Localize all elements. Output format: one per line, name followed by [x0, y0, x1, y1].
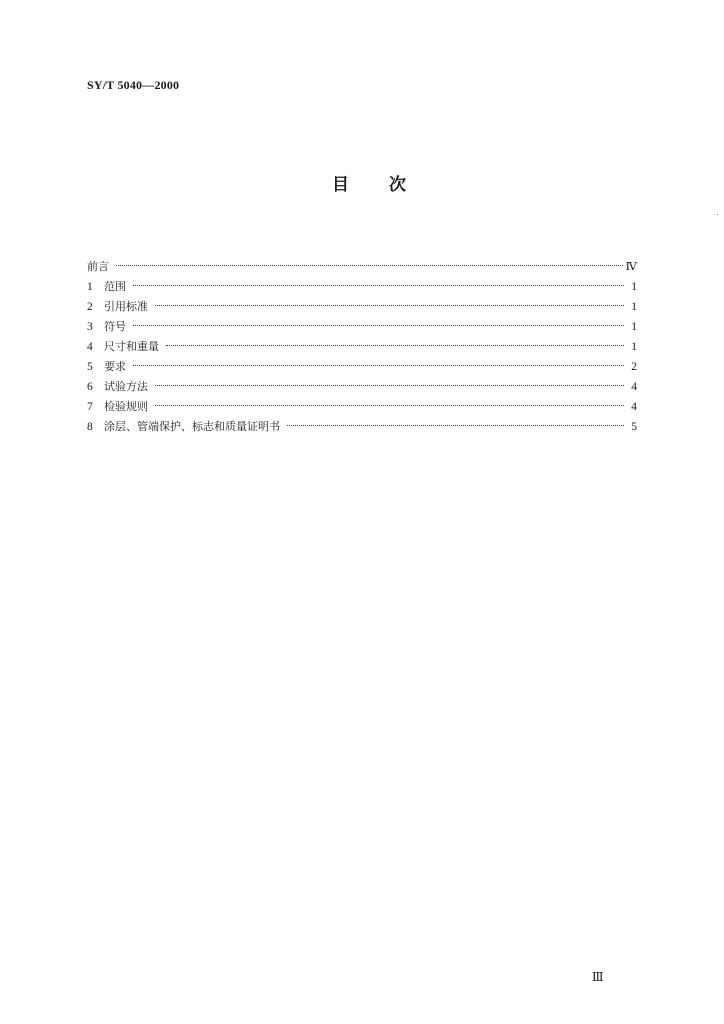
toc-entry-number: 6	[87, 381, 93, 393]
toc-entry-2[interactable]	[87, 297, 637, 317]
page-number: Ⅲ	[592, 970, 604, 984]
toc-entry-number: 7	[87, 401, 93, 413]
toc-entry-page: 1	[631, 321, 637, 333]
toc-entry-5[interactable]	[87, 357, 637, 377]
toc-entry-label: 前言	[87, 260, 109, 273]
toc-entry-number: 2	[87, 301, 93, 313]
toc-entry-7[interactable]	[87, 397, 637, 417]
toc-entry-1[interactable]	[87, 277, 637, 297]
toc-leader-dots	[116, 265, 623, 266]
toc-entry-label: 符号	[104, 320, 126, 333]
standard-code: SY/T 5040—2000	[87, 78, 180, 92]
toc-entry-page: Ⅳ	[625, 261, 637, 273]
toc-leader-dots	[155, 305, 624, 306]
toc-entry-number: 4	[87, 341, 93, 353]
toc-leader-dots	[133, 365, 624, 366]
toc-entry-page: 2	[631, 361, 637, 373]
toc-entry-label: 引用标准	[104, 300, 148, 313]
toc-entry-page: 1	[631, 281, 637, 293]
toc-entry-label: 试验方法	[104, 380, 148, 393]
toc-leader-dots	[166, 345, 624, 346]
toc-entry-8[interactable]	[87, 417, 637, 437]
scan-speck	[717, 214, 718, 215]
toc-entry-page: 1	[631, 341, 637, 353]
toc-leader-dots	[155, 405, 624, 406]
title-char-1: 目	[332, 175, 349, 195]
title-char-2: 次	[389, 175, 406, 195]
toc-entry-label: 范围	[104, 280, 126, 293]
toc-entry-label: 要求	[104, 360, 126, 373]
toc-entry-number: 1	[87, 281, 93, 293]
toc-entry-label: 尺寸和重量	[104, 340, 159, 353]
toc-leader-dots	[287, 425, 624, 426]
toc-entry-3[interactable]	[87, 317, 637, 337]
toc-entry-6[interactable]	[87, 377, 637, 397]
toc-entry-page: 5	[631, 421, 637, 433]
toc-leader-dots	[133, 325, 624, 326]
toc-leader-dots	[155, 385, 624, 386]
toc-entry-foreword[interactable]	[87, 257, 637, 277]
toc-entry-4[interactable]	[87, 337, 637, 357]
toc-leader-dots	[133, 285, 624, 286]
toc-entry-page: 1	[631, 301, 637, 313]
toc-entry-label: 涂层、管端保护、标志和质量证明书	[104, 420, 280, 433]
toc-entry-number: 8	[87, 421, 93, 433]
toc-entry-number: 3	[87, 321, 93, 333]
toc-entry-page: 4	[631, 381, 637, 393]
table-of-contents	[87, 257, 637, 437]
page-title	[0, 170, 724, 195]
toc-entry-number: 5	[87, 361, 93, 373]
toc-entry-label: 检验规则	[104, 400, 148, 413]
toc-entry-page: 4	[631, 401, 637, 413]
